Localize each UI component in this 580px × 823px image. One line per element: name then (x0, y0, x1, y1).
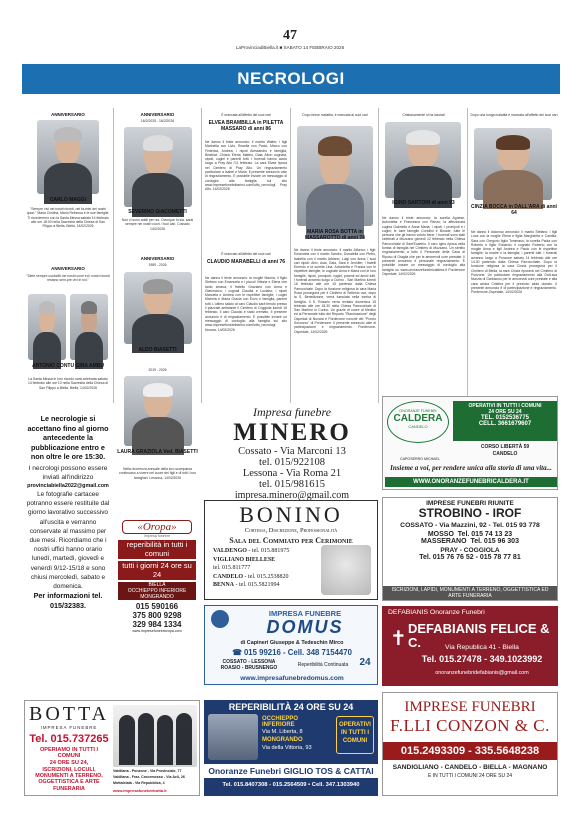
bonino-hall: Sala del Commiato per Cerimonie (229, 536, 353, 545)
strobino-footer: ISCRIZIONI, LAPIDI, MONUMENTI A TERRENO, OGGETTISTICA ED ARTE FUNERARIA (383, 586, 557, 600)
notice-dates: 2019 - 2026 (148, 368, 167, 372)
caldera-owner: CAPOSERRO MICHAEL (400, 457, 440, 461)
caldera-logo-line: CANDELO (408, 424, 428, 429)
anniversary-label: ANNIVERSARIO (140, 112, 175, 117)
giglio-addr: Via della Vittoria, 93 (262, 745, 312, 751)
giglio-town: OCCHIEPPO INFERIORE (262, 716, 299, 728)
oropa-web: www.impresefunebrioropa.com (132, 629, 182, 633)
notice-text: Ne danno il triste annuncio: la moglie Mauria; il figlio Stefano con Emanuela e i piccoli Vittoria e Elena che tanto amava; il fratello Graziano con Anna e Gianmarco; i cognati Claudia e Luciano; i nipoti Manuela e Andrea con le rispettive famiglie; i cugini Michela e Maria Grazia con Enzo e famiglia; parenti tutti. L'ultimo saluto al caro Claudio sarà tenuto presso il piazzale antistante il Cimitero di Coggiola lunedì 16 febbraio. Il caro Claudio è stato cremato. Il presente annuncio è di ringraziamento. È possibile inviare un messaggio di cordoglio alla famiglia sul sito www.impresefunebribarino.com/lutto_necrologi. Novara, 14/02/2026 (205, 276, 287, 332)
deceased-name: CINZIA BOCCA in DALL'ARA di anni 64 (471, 204, 557, 216)
domus-web: www.impresafunebredomus.com (240, 675, 344, 682)
giglio-phone: Tel. 015.8407308 - 015.2564509 • Cell. 347.1303940 (222, 782, 360, 788)
domus-24: 24 (359, 657, 371, 668)
notice-text: Ne danno il doloroso annuncio: il marito Stefano; i figli Luca con la moglie Elena e figlia Margherita e Camilla; Sara con Gregorio figlio Tommaso; la sorella Paola con Roberto e figlio Edoardo; il cognato Roberto con la moglie Anna e figli Andrea e Paolo con le rispettive famiglie; la madre e la famiglia; i parenti tutti. I funerali avranno luogo a Ponzone sabato 14 febbraio alle ore 14.30 partendo dalla Chiesa Parrocchiale. Dopo la funzione religiosa la cara Cinzia proseguirà per il Cimitero di Biella, la cara Cinzia riposerà nel Cimitero di Ponzone. Un particolare ringraziamento alla Dott.ssa Nunzia di Garbaccio per le amorevoli cure prestate e alla cara amica Cristina per il prezioso aiuto donato. Il presente annuncio è di partecipazione e ringraziamento. Pordenone-Ospedale, 14/02/2026 (471, 230, 557, 295)
ad-script: Impresa funebre (252, 405, 332, 419)
strobino-town: MASSERANO (421, 538, 467, 545)
giglio-head: REPERIBILITÀ 24 ORE SU 24 (228, 702, 354, 712)
notice-text: Ne danno il triste annuncio: il marito Alfonso; i figli: Emanuela con il marito Sandro, Donatella con Pietro, Isabella con il marito Adriano; Luigi con Anna; i suoi cari nipoti: Alex, Asia, Gaia, Sara e Jennifer; i fratelli Ernesto e la sorella Lina, Antonietta e Franca con le rispettive famiglie, le cognate Anna e Maria con le loro famiglie, nipoti, pronipoti, cugini, parenti ed amici tutti. I funerali avranno luogo a Curino - San Martino lunedì 16 febbraio alle ore 15 partendo dalla Chiesa Parrocchiale. Dopo la funzione religiosa la cara Maria Rosa proseguirà per il Cimitero di Settimio ove, dopo la S. Benedizione, verrà tumulata nella tomba di famiglia. Il S. Rosario verrà recitato domenica 15 febbraio alle ore 18,30 nella Chiesa Parrocchiale di San Martino in Curino. Un grazie di cuore al Medico ed al Personale tutto del Reparto "Rianimazione" degli Ospedali di Novara e Pordenone nonché del "Pronto Soccorso" di Pordenone. Il presente annuncio vale di partecipazione e ringraziamento. Pordenone-Ospedale, 14/02/2026 (294, 248, 376, 334)
deceased-name: LAURA GRAZIOLA Ved. BIASETTI (117, 449, 198, 455)
domus-head: IMPRESA FUNEBRE (268, 609, 342, 618)
ad-line: Cossato - Via Marconi 13 (238, 446, 346, 457)
portrait-photo (474, 128, 552, 200)
domus-phone: Cell. 348 7154470 (287, 648, 352, 657)
defabianis-phone: Tel. 015.27478 - 349.1023992 (421, 654, 543, 664)
caldera-line: OPERATIVI IN TUTTI I COMUNI (468, 403, 542, 409)
conzon-brand: F.LLI CONZON & C. (390, 716, 550, 735)
domus-phone-icon: ☎ (232, 648, 242, 657)
botta-sub: IMPRESA FUNEBRE (40, 725, 98, 730)
strobino-phone: Tel. 015 96 303 (470, 538, 519, 545)
notice-text: Non ci sono addii per noi. Ovunque tu sia, sarai sempre nei nostri cuori. I tuoi cari. Cossato 14/2/2026 (121, 218, 194, 231)
deceased-name: CLAUDIO MARABELLI di anni 76 (206, 259, 286, 265)
portrait-photo (124, 272, 192, 344)
notice-quote: "Siete sempre custoditi nei nostri cuori ed i nostri ricordi restano sem-pre vivi in noi." (26, 274, 110, 283)
ad-giglio (204, 700, 378, 796)
notice-intro: Dopo breve malattia, è mancata ai suoi cari (302, 113, 368, 117)
oropa-phone: 015 590166 (135, 602, 179, 611)
giglio-town: MONGRANDO (262, 737, 303, 743)
bonino-phone: tel. 015.811777 (213, 565, 251, 571)
domus-brand: DOMUS (266, 617, 344, 637)
caldera-logo-brand: CALDERA (393, 413, 443, 424)
anniversary-label: ANNIVERSARIO (51, 112, 85, 117)
portrait-photo (297, 126, 373, 226)
anniversary-label: ANNIVERSARIO (51, 266, 85, 271)
oropa-phone: 375 800 9298 (132, 611, 182, 620)
strobino-line: COSSATO - Via Mazzini, 92 - Tel. 015 93 778 (400, 522, 540, 529)
notice-intro: Cristianamente si ha lasciati (402, 113, 445, 117)
strobino-head: IMPRESE FUNEBRI RIUNITE (426, 500, 514, 507)
info-body: I necrologi possono essere inviati all'indirizzo (28, 464, 108, 481)
info-title: Le necrologie si accettano fino al giorno antecedente la pubblicazione entro e non oltre le ore 15:30. (27, 414, 109, 462)
portrait-photo (28, 294, 66, 360)
oropa-sub: impresa funebre (144, 534, 170, 538)
defabianis-cross-icon: ✝ (390, 626, 407, 650)
caldera-phone: CELL. 3661679607 (478, 421, 532, 427)
botta-staff-photo (113, 705, 197, 767)
ad-brand: MINERO (233, 419, 351, 446)
ad-botta (24, 700, 200, 796)
botta-web: www.impresafunebrebotta.it (113, 788, 167, 793)
notice-dates: 1989 - 2026 (148, 263, 167, 267)
domus-phone: 015 99216 (243, 648, 281, 657)
botta-address: Mottalciata - Via Repubblica, 4 (113, 781, 165, 785)
notice-text: Ne danno il triste annuncio: la sorella Agnese, Antonietta e Francesca con Renzo; la affezionata cugina Gabriella e Anna Maria; i nipoti, i pronipoti e i cugini; le care famiglie Cortolini e Bonzar; tutte le persone che gli hanno voluto bene. I funerali sono stati celebrati a Muzzano giovedì 12 febbraio nella Chiesa Parrocchiale di Sant'Eusebio. Il caro Igino riposa nella tomba di famiglia nel Cimitero di Muzzano. Un sentito ringraziamento a tutto il Personale della Casa di Riposo di Graglia che per le amorevoli cure prestate. Il presente annuncio è personale ringraziamento. È possibile inviare un messaggio di cordoglio alla famiglia su www.onoranzefunebricaldera.it Pordenone Ospedale, 14/02/2026 (382, 216, 465, 276)
caldera-addr: CANDELO (492, 451, 518, 457)
defabianis-brand: DEFABIANIS FELICE & C. (408, 621, 550, 650)
strobino-town: PRAY - COGGIOLA (440, 547, 500, 554)
ad-line: tel. 015/922108 (259, 457, 325, 468)
caldera-phone: TEL. 0152536775 (480, 415, 530, 421)
defabianis-head: DEFABIANIS Onoranze Funebri (388, 609, 485, 616)
giglio-badge: OPERATIVI IN TUTTI I COMUNI (336, 716, 374, 754)
bonino-figure (321, 545, 371, 595)
conzon-phone: 015.2493309 - 335.5648238 (383, 742, 557, 760)
notice-text: "Sempre vivi nei nostri ricordi, nei fa-miei dei nostri quori." Maria Cristina, Mariù Rebecca e le sue famiglie. Ti ricorderemo con la Santa Messa sabato 14 febbraio alle ore 18:00 nella Sacrestia della Chiesa di San Filippo a Biella. Biella, 14/02/2026 (26, 207, 110, 229)
ad-caldera (382, 396, 558, 490)
anniversary-label: ANNIVERSARIO (140, 256, 175, 261)
botta-phone: Tel. 015.737265 (29, 733, 109, 745)
domus-sub: di Capineri Giuseppe & Tedeschin Mirco (240, 640, 344, 646)
oropa-line: reperibilità in tutti i comuni (118, 540, 196, 559)
ad-email: impresa.minero@gmail.com (234, 490, 350, 501)
bonino-town: VIGLIANO BIELLESE (213, 556, 276, 563)
ad-strobino (382, 497, 558, 601)
ad-conzon (382, 692, 558, 796)
ad-line: tel. 015/981615 (259, 479, 325, 490)
notice-intro: È mancata all'affetto dei suoi cari (221, 113, 271, 117)
info-email: provinciabiella2022@gmail.com (27, 482, 109, 489)
giglio-vehicle (208, 714, 258, 760)
info-body: Le fotografie cartacee potranno essere restituite dal giorno lavorativo successivo all'uscita e verranno conservate al massimo per due mesi. Ricordiamo che i nostri uffici hanno orario lunedì, martedì, giovedì e venerdì 9/12-15/18 e sono chiusi mercoledì, sabato e domenica. (26, 490, 110, 590)
domus-town: COSSATO - LESSONA (222, 659, 276, 665)
portrait-photo (124, 127, 192, 207)
domus-reperibilita: Reperibilità Continuata (297, 662, 349, 668)
info-box (24, 414, 112, 708)
domus-emblem (211, 610, 229, 628)
giglio-addr: Via M. Liberta, 8 (262, 729, 303, 735)
deceased-name: CARLO MAGGI (49, 197, 87, 203)
ad-bonino: BONINO Cortesia, Discrezione, Professionalità Sala del Commiato per Cerimonie VALDENGO - tel. 015.881975 VIGLIANO BIELLESE tel. 015.811777 CANDELO - tel. 015.2538820 BENNA - tel. 015.5821994 (204, 500, 378, 600)
oropa-place: BIELLA (118, 582, 196, 588)
caldera-logo-line: ONORANZE FUNEBRI (399, 409, 437, 413)
bonino-tag: Cortesia, Discrezione, Professionalità (244, 527, 338, 534)
deceased-name: SEVERINO GIACOMETTI (128, 209, 187, 215)
botta-line: ISCRIZIONI, LOCULI, MONUMENTI A TERRENO, OGGETTISTICA E ARTE FUNERARIA (35, 767, 103, 792)
strobino-phone: Tel. 015 76 76 52 - 015 78 77 81 (419, 554, 521, 561)
conzon-places: SANDIGLIANO - CANDELO - BIELLA - MAGNANO (392, 764, 548, 771)
botta-brand: BOTTA (29, 703, 110, 725)
ad-line: Lessona - Via Roma 21 (242, 468, 342, 479)
oropa-line: tutti i giorni 24 ore su 24 (118, 561, 196, 580)
portrait-photo (37, 120, 99, 194)
botta-address: Valdilana - Fraz. Crocemosso - Via Acli, 26 (113, 775, 185, 779)
bonino-brand: BONINO (239, 502, 343, 527)
oropa-phone: 329 984 1334 (132, 620, 182, 629)
ad-defabianis (382, 606, 558, 686)
botta-address: Valdilana - Ponzone - Via Provinciale, 77 (113, 769, 182, 773)
domus-town: ROASIO - BRUSNENGO (220, 665, 278, 671)
bonino-town: BENNA (213, 582, 235, 588)
bonino-town: CANDELO (213, 573, 244, 580)
defabianis-addr: Via Republica 41 - Biella (445, 644, 519, 651)
notice-text: La Santa Messa in loro ricordo sarà celebrata sabato 14 febbraio alle ore 10 nella Sacrestia della Chiesa di San Filippo a Biella. Biella, 14/02/2026 (27, 377, 109, 390)
portrait-photo (124, 376, 192, 446)
defabianis-email: onoranzefunebridefabianis@gmail.com (435, 670, 529, 676)
notice-intro: È mancato all'affetto dei suoi cari (221, 252, 271, 256)
info-contact: Per informazioni tel. 015/32383. (33, 591, 103, 610)
conzon-footer: E IN TUTTI I COMUNI 24 ORE SU 24 (427, 773, 513, 779)
portrait-photo (385, 122, 461, 198)
oropa-logo: «Oropa» (122, 520, 192, 534)
deceased-name: ANTONIO CONTU GINA AMBU (31, 363, 105, 369)
necrologi-banner (22, 64, 560, 94)
page-header-line: LaProvinciadiBiella.it ■ SABATO 14 FEBBRAIO 2026 (235, 45, 345, 50)
conzon-head: IMPRESE FUNEBRI (404, 699, 536, 715)
strobino-town: MOSSO (427, 531, 454, 538)
bonino-phone: tel. 015.2538820 (248, 573, 289, 580)
notice-dates: 16/2/2025 - 16/2/2026 (140, 119, 175, 123)
ad-domus: IMPRESA FUNEBRE DOMUS di Capineri Giuseppe & Tedeschin Mirco ☎ 015 99216 - Cell. 348 7154470 COSSATO - LESSONA ROASIO - BRUSNENGO Reperibilità Continuata 24 www.impresafunebredomus.com (204, 605, 378, 685)
caldera-addr: CORSO LIBERTÀ 59 (480, 444, 530, 450)
strobino-brand: STROBINO - IROF (418, 506, 522, 520)
deceased-name: ALDO BIASETTI (138, 347, 177, 353)
caldera-line: 24 ORE SU 24 (488, 409, 522, 415)
strobino-phone: Tel. 015 74 13 23 (457, 531, 513, 538)
caldera-logo (387, 401, 449, 443)
bonino-phone: tel. 015.881975 (251, 548, 290, 554)
botta-line: 24 ORE SU 24, (49, 760, 89, 766)
giglio-brand: Onoranze Funebri GIGLIO TOS & CATTAI (204, 764, 378, 778)
deceased-name: ELVEA BRAMBILLA in PILETTA MASSARO di anni 86 (208, 120, 284, 132)
oropa-place: MONGRANDO (118, 594, 196, 600)
caldera-web: WWW.ONORANZEFUNEBRICALDERA.IT (385, 477, 557, 487)
page-number: 47 (283, 28, 297, 43)
ad-oropa (118, 520, 196, 652)
notice-text: Ne danno il triste annuncio: il marito Walter; i figli Marinella con Livio, Rosella con Paolo, Marco con Federica, Andrea; i nipoti Alessandro e famiglia, Beatrice, Chiara, Elena, Matteo, Gaia, Alice; cognata, nipoti, cugini e parenti tutti. I funerali hanno avuto luogo a Pray Alto l'11 febbraio. La cara Elvea riposa nel Cimitero di Pray Alto. Un ringraziamento particolare a Isabel e Maria. Il presente annuncio vale di ringraziamento. È possibile inviare un messaggio di cordoglio alla famiglia sul sito www.impresefunebribarino.com/lutto_necrologi. Pray Alto, 14/02/2026 (205, 140, 287, 192)
banner-title: NECROLOGI (237, 69, 345, 88)
notice-intro: Dopo una lunga malattia è mancata all'affetto dei suoi cari (470, 113, 558, 117)
notice-text: Nella ricorrenza annuale della loro scomparsa continuano a vivere nel cuore dei figli e di tutti i loro famigliari. Lessona, 14/02/2026 (119, 467, 196, 480)
oropa-place: OCCHIEPPO INFERIORE (118, 588, 196, 594)
deceased-name: MARIA ROSA BOTTA in MASSAROTTO di anni 74 (305, 229, 365, 241)
botta-line: OPERIAMO IN TUTTI I COMUNI (39, 747, 99, 759)
bonino-town: VALDENGO (213, 548, 247, 554)
deceased-name: IGINO SARTORI di anni 93 (392, 200, 455, 206)
ad-minero (208, 403, 376, 501)
bonino-phone: tel. 015.5821994 (239, 582, 280, 588)
caldera-slogan: Insieme a voi, per rendere unica alla storia di una vita... (390, 464, 552, 472)
portrait-photo (70, 294, 108, 360)
